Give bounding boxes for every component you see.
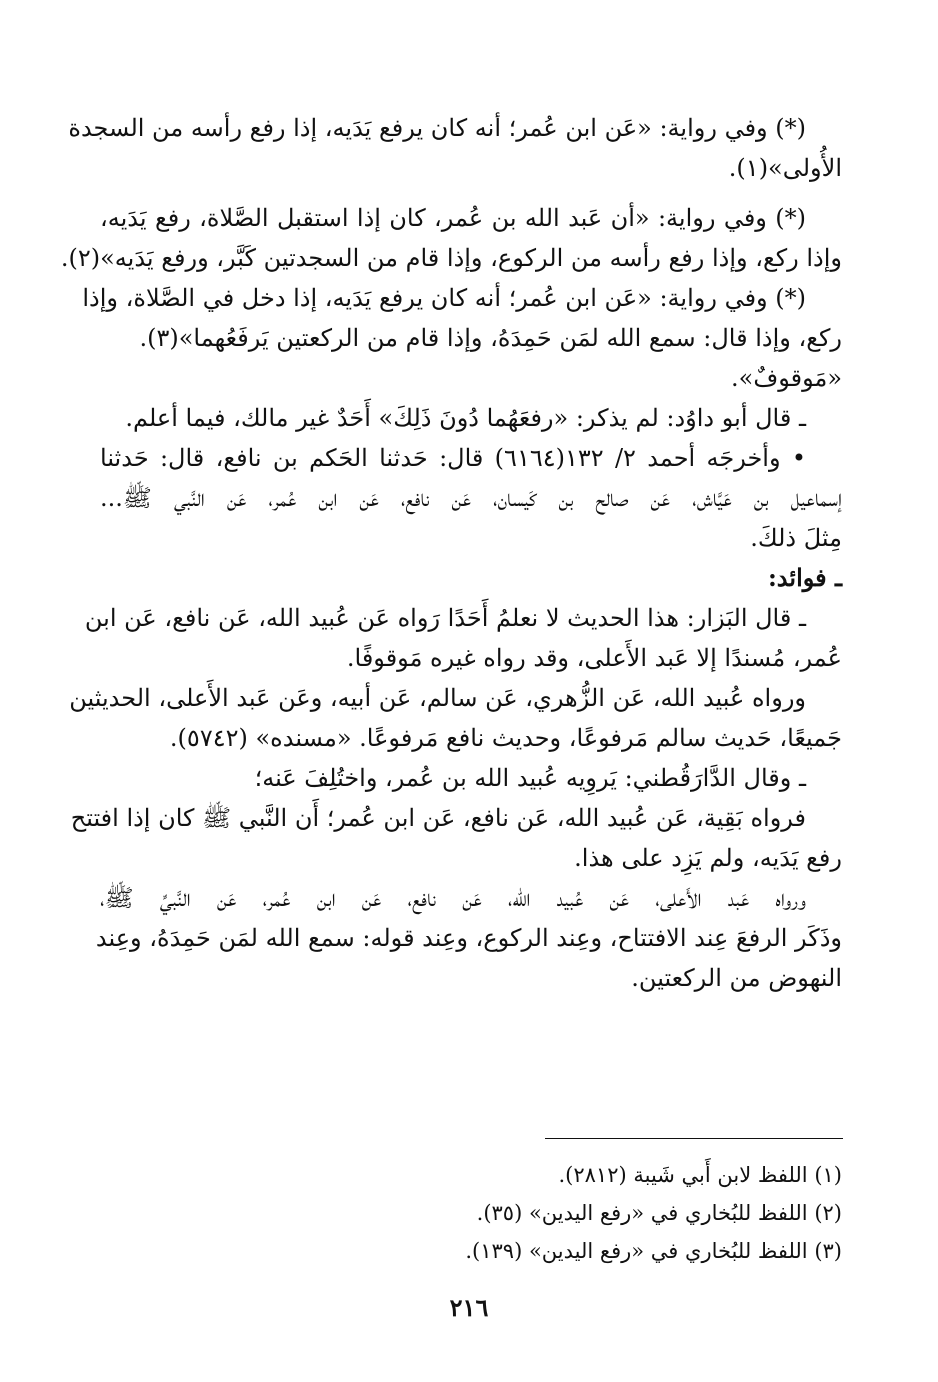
body-line: الأُولى»(١). — [728, 154, 842, 182]
body-line: إسماعيل بن عَيَّاش، عَن صالح بن كَيسان، عَن نافع، عَن ابن عُمر، عَن النَّبي ﷺ... — [100, 484, 842, 512]
body-line: ـ قال أبو داوُد: لم يذكر: «رفعَهُما دُونَ ذَلِكَ» أَحَدٌ غير مالك، فيما أعلم. — [125, 404, 806, 432]
body-line: النهوض من الركعتين. — [631, 964, 842, 992]
footnote: (٣) اللفظ للبُخاري في «رفع اليدين» (١٣٩). — [465, 1239, 842, 1263]
body-line: وإذا ركع، وإذا رفع رأسه من الركوع، وإذا قام من السجدتين كَبَّر، ورفع يَدَيه»(٢). — [60, 244, 842, 272]
body-line: ـ قال البَزار: هذا الحديث لا نعلمُ أَحَدًا رَواه عَن عُبيد الله، عَن نافع، عَن ابن — [84, 604, 806, 632]
body-line: ـ وقال الدَّارَقُطني: يَروِيه عُبيد الله بن عُمر، واختُلِفَ عَنه؛ — [254, 764, 806, 792]
footnote: (١) اللفظ لابن أَبي شَيبة (٢٨١٢). — [558, 1163, 842, 1187]
footnotes — [100, 1156, 842, 1270]
body-line: ورواه عُبيد الله، عَن الزُّهري، عَن سالم، عَن أبيه، وعَن عَبد الأَعلى، الحديثين — [69, 684, 806, 712]
body-line: عُمر، مُسندًا إلا عَبد الأَعلى، وقد رواه غيره مَوقوفًا. — [346, 644, 842, 672]
body-line: ورواه عَبد الأَعلى، عَن عُبيد الله، عَن نافع، عَن ابن عُمر، عَن النَّبيِّ ﷺ، — [100, 884, 807, 912]
body-line: فرواه بَقِية، عَن عُبيد الله، عَن نافع، عَن ابن عُمر؛ أَن النَّبي ﷺ كان إذا افتتح — [70, 804, 806, 832]
page-body — [60, 108, 842, 998]
body-line: (*) وفي رواية: «أن عَبد الله بن عُمر، كان إذا استقبل الصَّلاة، رفع يَدَيه، — [100, 204, 806, 232]
body-line: (*) وفي رواية: «عَن ابن عُمر؛ أنه كان يرفع يَدَيه، إذا رفع رأسه من السجدة — [68, 114, 806, 142]
footnote-divider — [545, 1138, 843, 1139]
body-line: جَميعًا، حَديث سالم مَرفوعًا، وحديث نافع مَرفوعًا. «مسنده» (٥٧٤٢). — [169, 724, 842, 752]
body-line: • وأخرجَه أحمد ٢/ ١٣٢(٦١٦٤) قال: حَدثنا الحَكم بن نافع، قال: حَدثنا — [100, 444, 807, 472]
body-line: وذَكَر الرفعَ عِند الافتتاح، وعِند الركوع، وعِند قوله: سمع الله لمَن حَمِدَهُ، وعِند — [95, 924, 842, 952]
body-line: رفع يَدَيه، ولم يَزِد على هذا. — [574, 844, 842, 872]
footnote: (٢) اللفظ للبُخاري في «رفع اليدين» (٣٥). — [476, 1201, 842, 1225]
ruling-line: «مَوقوفٌ». — [731, 364, 842, 392]
body-line: (*) وفي رواية: «عَن ابن عُمر؛ أنه كان يرفع يَدَيه، إذا دخل في الصَّلاة، وإذا — [82, 284, 806, 312]
page-number: ٢١٦ — [449, 1293, 489, 1322]
section-heading: ـ فوائد: — [767, 563, 842, 592]
body-line: ركع، وإذا قال: سمع الله لمَن حَمِدَهُ، وإذا قام من الركعتين يَرفَعُهما»(٣). — [139, 324, 842, 352]
body-line: مِثلَ ذلكَ. — [750, 524, 842, 552]
